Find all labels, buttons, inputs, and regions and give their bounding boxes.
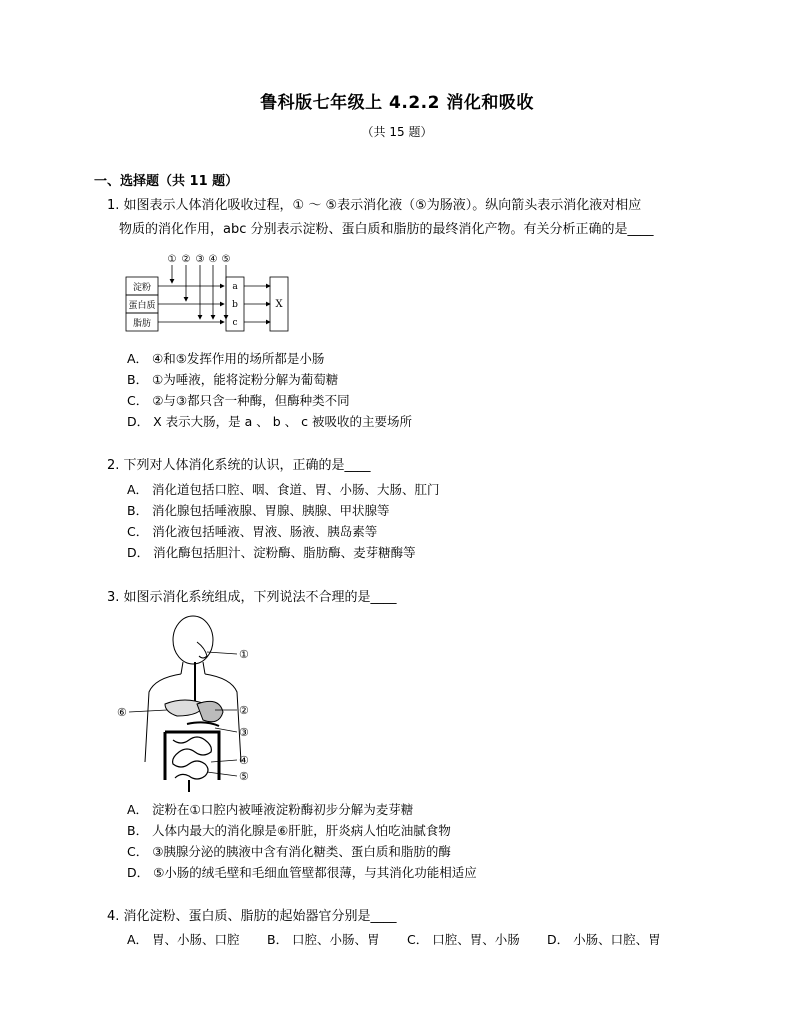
q4-options-row bbox=[127, 930, 661, 948]
diagram-label-2: ② bbox=[181, 254, 191, 265]
diagram-final-x: X bbox=[275, 299, 283, 310]
q1-option-b[interactable]: B． ①为唾液，能将淀粉分解为葡萄糖 bbox=[127, 372, 339, 387]
section-heading: 一、选择题（共 11 题） bbox=[94, 174, 239, 189]
question-1-stem-line2: 物质的消化作用，abc 分别表示淀粉、蛋白质和脂肪的最终消化产物。有关分析正确的是____ bbox=[119, 222, 654, 237]
q2-option-b[interactable]: B． 消化腺包括唾液腺、胃腺、胰腺、甲状腺等 bbox=[127, 503, 390, 518]
q1-option-a[interactable]: A． ④和⑤发挥作用的场所都是小肠 bbox=[127, 351, 325, 366]
diagram-product-b: b bbox=[232, 300, 238, 310]
diagram-label-5: ⑤ bbox=[221, 254, 231, 265]
organ-label-5: ⑤ bbox=[239, 770, 249, 783]
diagram-label-4: ④ bbox=[208, 254, 218, 265]
question-1-stem-line1: 1. 如图表示人体消化吸收过程，① ～ ⑤表示消化液（⑤为肠液）。纵向箭头表示消化液对相应 bbox=[107, 198, 642, 213]
diagram-row-fat: 脂肪 bbox=[132, 319, 152, 329]
organ-label-2: ② bbox=[239, 704, 249, 717]
diagram-product-a: a bbox=[232, 282, 238, 292]
digestive-system-diagram bbox=[115, 612, 265, 794]
q1-option-d[interactable]: D． X 表示大肠，是 a 、 b 、 c 被吸收的主要场所 bbox=[127, 414, 412, 429]
q2-option-a[interactable]: A． 消化道包括口腔、咽、食道、胃、小肠、大肠、肛门 bbox=[127, 482, 440, 497]
q2-option-c[interactable]: C． 消化液包括唾液、胃液、肠液、胰岛素等 bbox=[127, 524, 378, 539]
q1-option-c[interactable]: C． ②与③都只含一种酶，但酶种类不同 bbox=[127, 393, 350, 408]
q3-option-c[interactable]: C． ③胰腺分泌的胰液中含有消化糖类、蛋白质和脂肪的酶 bbox=[127, 844, 451, 859]
organ-label-1: ① bbox=[239, 648, 249, 661]
diagram-label-3: ③ bbox=[195, 254, 205, 265]
diagram-label-1: ① bbox=[167, 254, 177, 265]
question-4-stem: 4. 消化淀粉、蛋白质、脂肪的起始器官分别是____ bbox=[107, 909, 397, 924]
organ-label-3: ③ bbox=[239, 726, 249, 739]
diagram-row-protein: 蛋白质 bbox=[128, 301, 156, 311]
question-3-stem: 3. 如图示消化系统组成，下列说法不合理的是____ bbox=[107, 590, 397, 605]
organ-label-4: ④ bbox=[239, 754, 249, 767]
organ-label-6: ⑥ bbox=[117, 706, 127, 719]
q2-option-d[interactable]: D． 消化酶包括胆汁、淀粉酶、脂肪酶、麦芽糖酶等 bbox=[127, 545, 416, 560]
page-subtitle: （共 15 题） bbox=[361, 125, 433, 139]
page-title: 鲁科版七年级上 4.2.2 消化和吸收 bbox=[260, 93, 534, 113]
q4-option-d[interactable]: D． 小肠、口腔、胃 bbox=[547, 932, 661, 947]
q4-option-b[interactable]: B． 口腔、小肠、胃 bbox=[267, 932, 380, 947]
q3-option-d[interactable]: D． ⑤小肠的绒毛壁和毛细血管壁都很薄，与其消化功能相适应 bbox=[127, 865, 477, 880]
diagram-row-starch: 淀粉 bbox=[132, 283, 152, 293]
q3-option-b[interactable]: B． 人体内最大的消化腺是⑥肝脏，肝炎病人怕吃油腻食物 bbox=[127, 823, 451, 838]
digestion-flow-diagram bbox=[120, 250, 300, 338]
q4-option-c[interactable]: C． 口腔、胃、小肠 bbox=[407, 932, 520, 947]
q4-option-a[interactable]: A． 胃、小肠、口腔 bbox=[127, 932, 240, 947]
question-2-stem: 2. 下列对人体消化系统的认识，正确的是____ bbox=[107, 458, 371, 473]
diagram-product-c: c bbox=[232, 318, 238, 328]
q3-option-a[interactable]: A． 淀粉在①口腔内被唾液淀粉酶初步分解为麦芽糖 bbox=[127, 802, 414, 817]
